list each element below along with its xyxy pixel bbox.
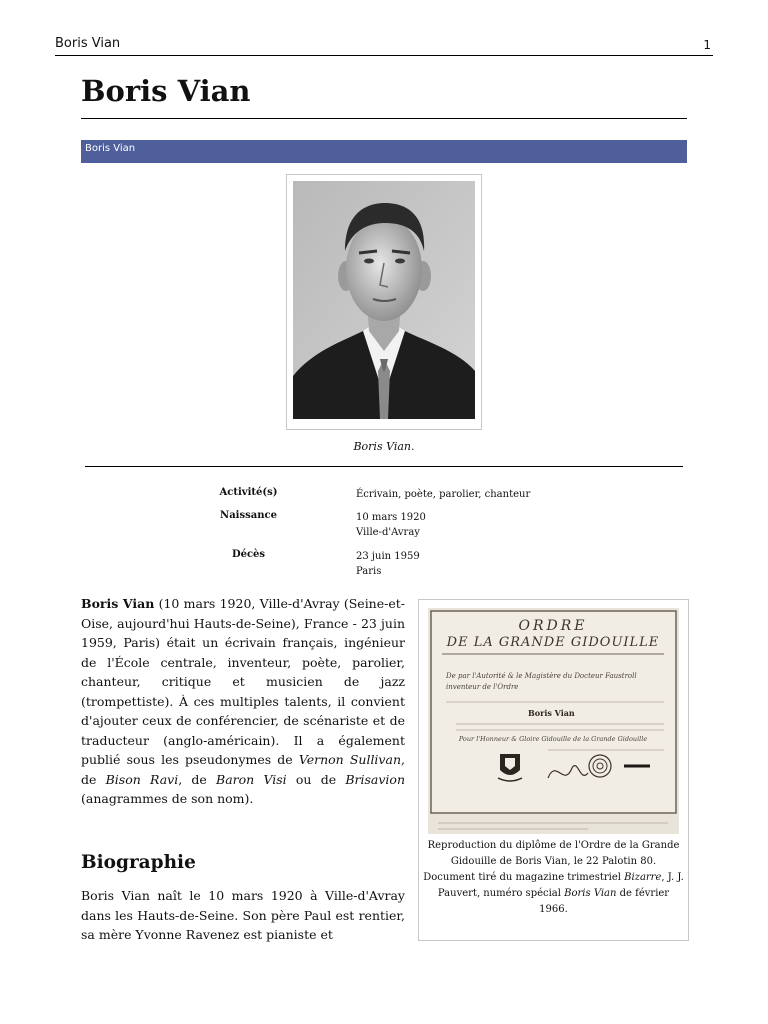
infobox-label: Activité(s) — [219, 487, 278, 498]
caption-text: Document tiré du magazine trimestriel — [423, 872, 625, 883]
infobox-divider — [85, 466, 683, 467]
infobox-header — [81, 140, 687, 163]
infobox-value-line: Paris — [356, 566, 382, 577]
diploma-line: DE LA GRANDE GIDOUILLE — [446, 635, 660, 650]
pseudonym-link[interactable]: Bison Ravi — [105, 771, 179, 787]
diploma-line: ORDRE — [518, 618, 588, 634]
caption-link[interactable]: Boris Vian — [564, 888, 617, 899]
diploma-line: De par l'Autorité & le Magistère du Docteur Faustroll — [446, 672, 637, 680]
article-title: Boris Vian — [81, 72, 687, 119]
infobox-label: Naissance — [220, 510, 277, 521]
portrait-photo — [293, 181, 475, 419]
portrait-frame — [286, 174, 482, 430]
infobox-label: Décès — [231, 549, 266, 560]
diploma-line: inventeur de l'Ordre — [446, 683, 519, 691]
pseudonym-link[interactable]: Brisavion — [345, 771, 405, 787]
diploma-line: Pour l'Honneur & Gloire Gidouille de la Grande Gidouille — [458, 735, 648, 743]
infobox-value-line: 10 mars 1920 — [356, 512, 426, 523]
caption-text: de février 1966. — [539, 888, 670, 915]
portrait-caption: Boris Vian. — [353, 440, 415, 453]
caption-text: , J. J. Pauvert, numéro spécial — [437, 872, 684, 899]
diploma-image — [428, 608, 679, 834]
caption-text: Reproduction du diplôme de l'Ordre de la Grande Gidouille de Boris Vian, le 22 Palotin 80. — [427, 840, 680, 867]
diploma-figure — [418, 599, 689, 941]
infobox-header-label: Boris Vian — [85, 143, 136, 154]
lead-paragraph — [81, 594, 405, 809]
pseudonym-link[interactable]: Baron Visi — [216, 771, 287, 787]
biographie-paragraph: Boris Vian naît le 10 mars 1920 à Ville-d'Avray dans les Hauts-de-Seine. Son père Paul est rentier, sa mère Yvonne Ravenez est pianiste et — [81, 888, 405, 942]
infobox-value — [356, 549, 420, 579]
lead-name: Boris Vian — [81, 596, 155, 611]
lead-separator: , de — [178, 771, 217, 787]
running-header — [55, 36, 713, 56]
lead-text: (10 mars 1920, Ville-d'Avray (Seine-et-Oise, aujourd'hui Hauts-de-Seine), France - 23 juin 1959, Paris) était un écrivain français, ingénieur de l'École centrale, inventeur, poète, parolier, chanteur, critique et musicien de jazz (trompettiste). À ces multiples talents, il convient d'ajouter ceux de conférencier, de scénariste et de traducteur (anglo-américain). Il a également publié sous les pseudonymes de — [81, 596, 406, 767]
running-header-title: Boris Vian — [55, 36, 121, 51]
lead-separator: , de — [81, 752, 405, 787]
infobox-value — [356, 487, 530, 502]
pseudonym-link[interactable]: Vernon Sullivan — [298, 752, 401, 767]
diploma-line: Boris Vian — [528, 708, 575, 718]
infobox-value-line: Ville-d'Avray — [356, 527, 420, 538]
caption-link[interactable]: Bizarre — [624, 872, 662, 883]
lead-text: (anagrammes de son nom). — [81, 791, 254, 806]
diploma-caption — [423, 838, 684, 918]
lead-separator: ou de — [286, 771, 346, 787]
page-number: 1 — [703, 38, 711, 52]
infobox-value-line: Écrivain, poète, parolier, chanteur — [356, 489, 531, 500]
section-heading-biographie: Biographie — [81, 852, 196, 873]
infobox-value-line: 23 juin 1959 — [356, 551, 420, 562]
infobox-value — [356, 510, 426, 540]
